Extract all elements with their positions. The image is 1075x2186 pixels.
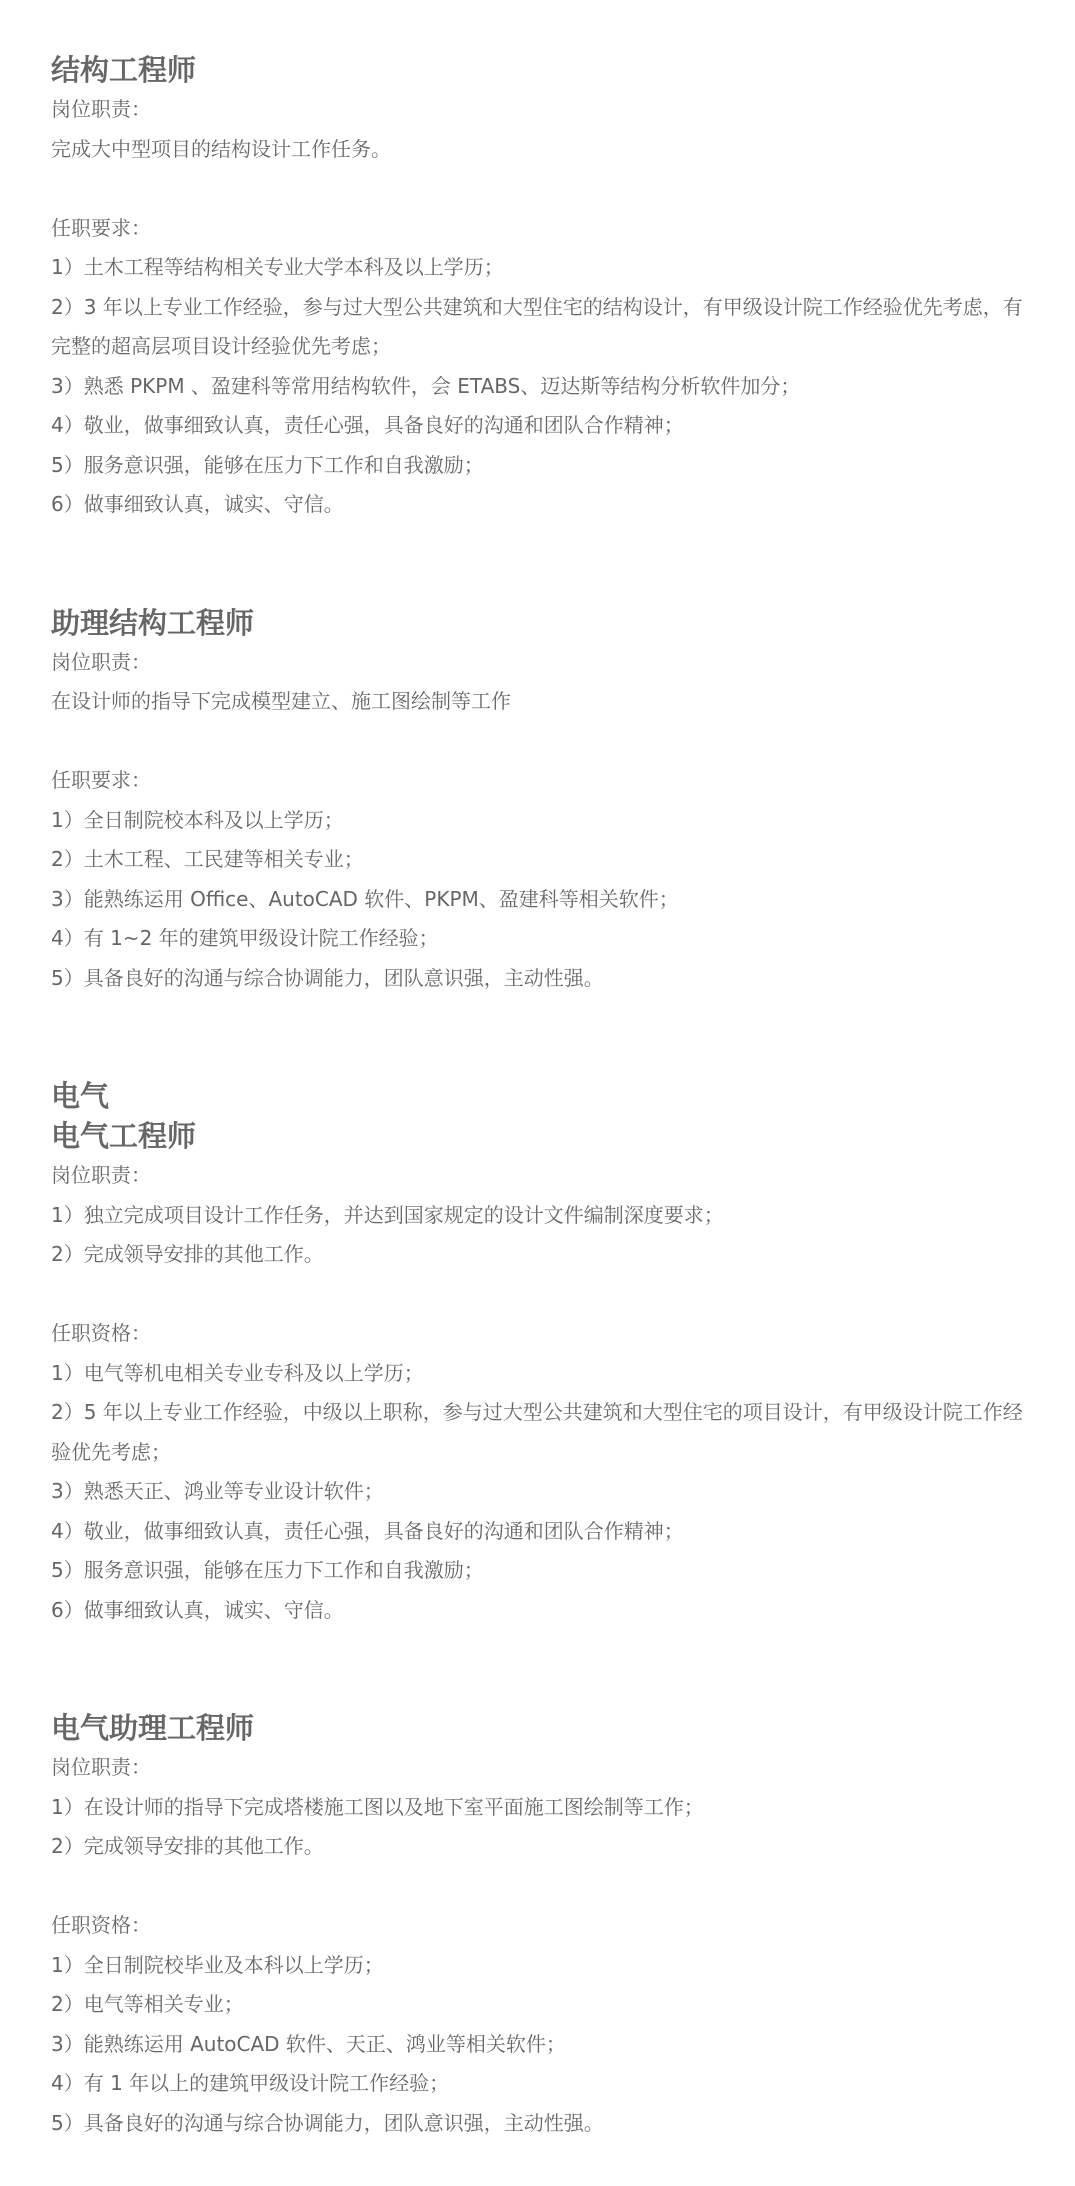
requirements-label: 任职资格： — [51, 1321, 151, 1345]
requirement-item: 2）土木工程、工民建等相关专业； — [51, 847, 364, 871]
requirements-label: 任职要求： — [51, 215, 151, 240]
requirement-item: 1）全日制院校本科及以上学历； — [51, 807, 344, 832]
requirements-label: 任职要求： — [51, 768, 151, 792]
requirement-item: 4）有 1~2 年的建筑甲级设计院工作经验； — [51, 926, 439, 950]
job-title: 结构工程师 — [51, 53, 197, 87]
duty-item: 完成大中型项目的结构设计工作任务。 — [51, 136, 391, 161]
requirement-item: 4）敬业，做事细致认真，责任心强，具备良好的沟通和团队合作精神； — [51, 413, 684, 437]
requirement-item: 3）能熟练运用 AutoCAD 软件、天正、鸿业等相关软件； — [51, 2031, 566, 2056]
requirement-item: 5）具备良好的沟通与综合协调能力，团队意识强，主动性强。 — [51, 965, 604, 990]
requirement-item: 6）做事细致认真，诚实、守信。 — [51, 1597, 344, 1622]
spacer — [51, 169, 1041, 209]
spacer — [51, 1275, 1041, 1315]
requirement-item: 4）有 1 年以上的建筑甲级设计院工作经验； — [51, 2071, 450, 2095]
duty-label: 岗位职责： — [51, 649, 151, 674]
requirement-item: 3）熟悉 PKPM 、盈建科等常用结构软件，会 ETABS、迈达斯等结构分析软件加分； — [51, 373, 801, 398]
requirement-item: 2）5 年以上专业工作经验，中级以上职称，参与过大型公共建筑和大型住宅的项目设计，有甲级设计院工作经验优先考虑； — [51, 1400, 1023, 1464]
job-title: 电气助理工程师 — [51, 1711, 255, 1745]
category-title: 电气 — [51, 1079, 110, 1113]
job-section-assistant-electrical-engineer — [51, 1708, 1041, 2143]
spacer — [51, 1867, 1041, 1907]
duty-item: 2）完成领导安排的其他工作。 — [51, 1834, 324, 1858]
duty-label: 岗位职责： — [51, 1755, 151, 1779]
requirement-item: 2）电气等相关专业； — [51, 1992, 244, 2016]
duty-item: 在设计师的指导下完成模型建立、施工图绘制等工作 — [51, 689, 511, 713]
job-title: 电气工程师 — [51, 1119, 197, 1153]
requirement-item: 1）全日制院校毕业及本科以上学历； — [51, 1952, 384, 1977]
requirement-item: 1）电气等机电相关专业专科及以上学历； — [51, 1360, 424, 1385]
duty-label: 岗位职责： — [51, 97, 151, 121]
requirement-item: 5）具备良好的沟通与综合协调能力，团队意识强，主动性强。 — [51, 2110, 604, 2135]
requirements-label: 任职资格： — [51, 1913, 151, 1937]
requirement-item: 5）服务意识强，能够在压力下工作和自我激励； — [51, 452, 484, 477]
job-listings — [51, 50, 1041, 2143]
requirement-item: 4）敬业，做事细致认真，责任心强，具备良好的沟通和团队合作精神； — [51, 1518, 684, 1543]
spacer — [51, 722, 1041, 762]
job-section-electrical-engineer — [51, 1076, 1041, 1630]
job-section-structural-engineer — [51, 50, 1041, 525]
requirement-item: 5）服务意识强，能够在压力下工作和自我激励； — [51, 1558, 484, 1582]
requirement-item: 3）能熟练运用 Office、AutoCAD 软件、PKPM、盈建科等相关软件； — [51, 886, 679, 911]
requirement-item: 3）熟悉天正、鸿业等专业设计软件； — [51, 1479, 384, 1503]
duty-item: 1）独立完成项目设计工作任务，并达到国家规定的设计文件编制深度要求； — [51, 1202, 724, 1227]
duty-item: 2）完成领导安排的其他工作。 — [51, 1242, 324, 1266]
requirement-item: 2）3 年以上专业工作经验，参与过大型公共建筑和大型住宅的结构设计，有甲级设计院工作经验优先考虑，有完整的超高层项目设计经验优先考虑； — [51, 294, 1023, 358]
requirement-item: 6）做事细致认真，诚实、守信。 — [51, 492, 344, 516]
duty-item: 1）在设计师的指导下完成塔楼施工图以及地下室平面施工图绘制等工作； — [51, 1794, 704, 1819]
requirement-item: 1）土木工程等结构相关专业大学本科及以上学历； — [51, 255, 504, 279]
job-title: 助理结构工程师 — [51, 605, 255, 640]
job-section-assistant-structural-engineer — [51, 603, 1041, 999]
duty-label: 岗位职责： — [51, 1163, 151, 1187]
